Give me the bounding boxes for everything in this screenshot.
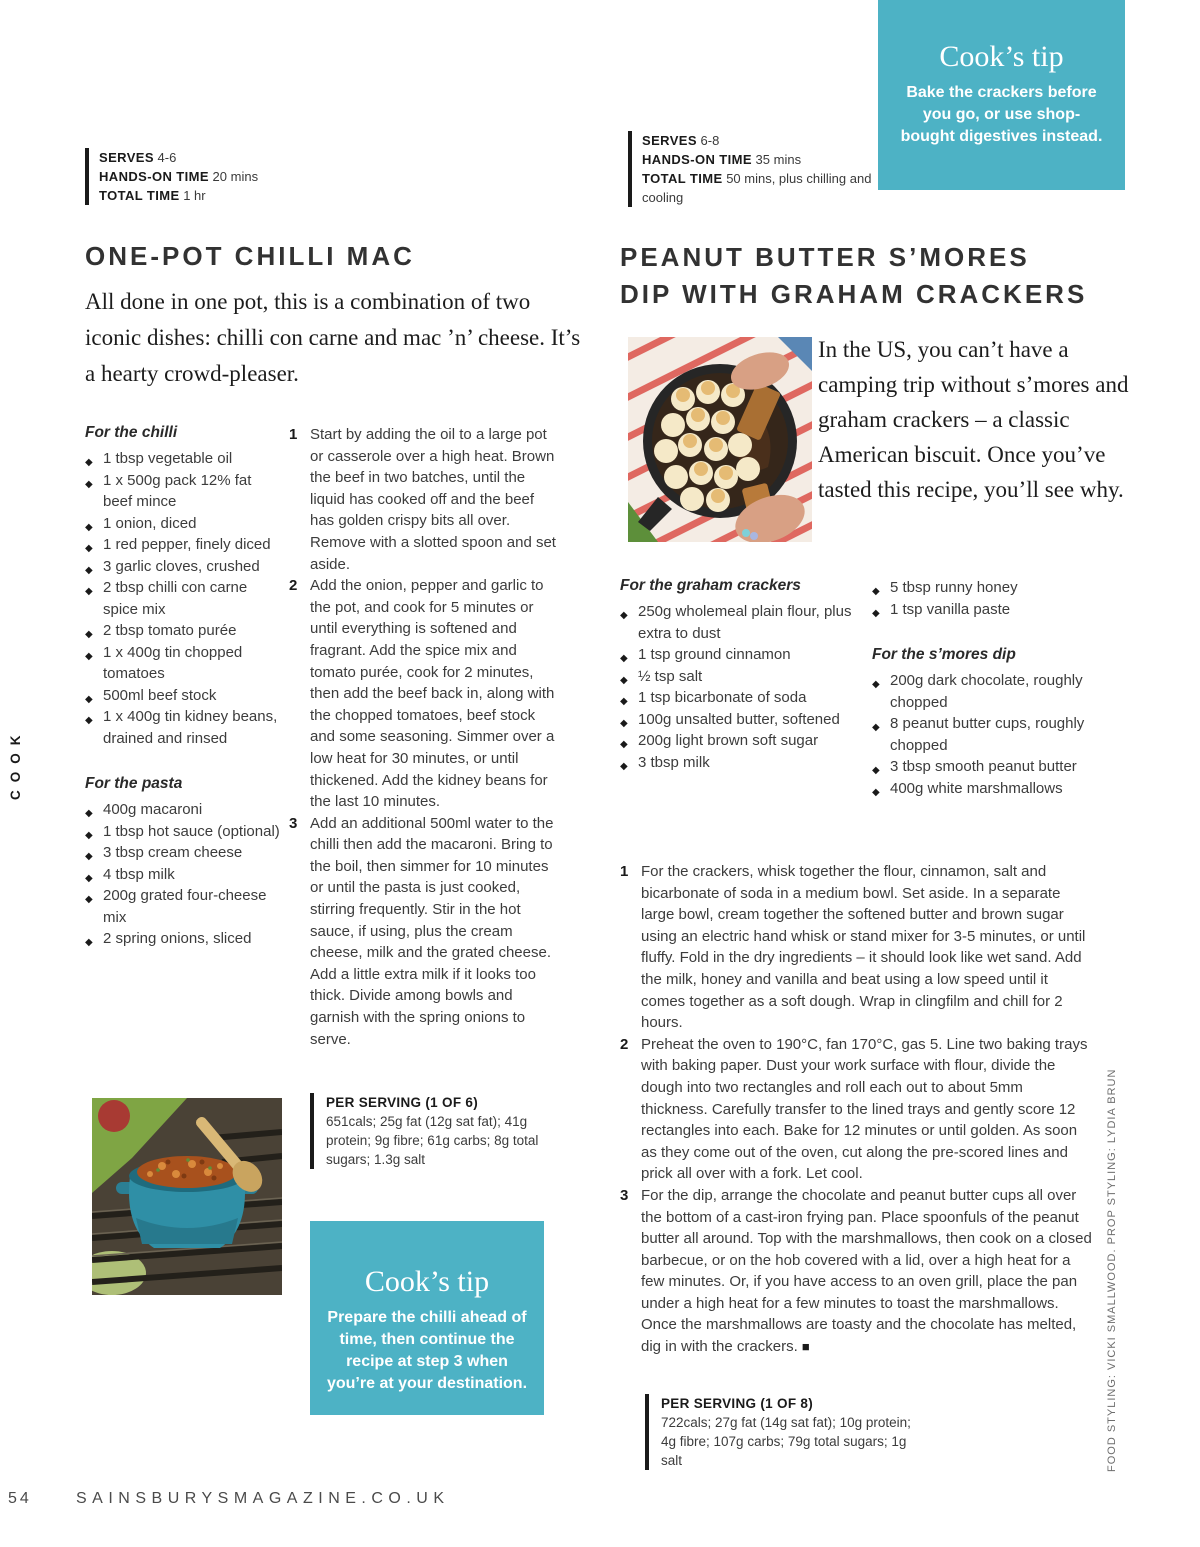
bracelet-bead xyxy=(742,529,750,537)
chilli-cooks-tip-box xyxy=(310,1221,544,1415)
recipe1-per-serving xyxy=(310,1093,561,1169)
ingredient-text: 5 tbsp runny honey xyxy=(890,579,1018,596)
method-step xyxy=(620,1034,1092,1185)
section-label-vertical: COOK xyxy=(8,727,23,800)
ingredient-text: 2 tbsp chilli con carne spice mix xyxy=(103,579,248,618)
diamond-bullet-icon: ◆ xyxy=(620,739,628,750)
ingredient-text: 2 tbsp tomato purée xyxy=(103,622,237,639)
recipe1-title-line: ONE-POT CHILLI MAC xyxy=(85,241,415,271)
step-number: 1 xyxy=(620,863,629,880)
serves-value: 4-6 xyxy=(157,150,177,165)
list-item xyxy=(85,642,280,685)
list-item xyxy=(620,730,860,752)
ingredient-text: 3 tbsp milk xyxy=(638,753,710,771)
list-item xyxy=(85,706,280,749)
step-text: Add the onion, pepper and garlic to the pot, and cook for 5 minutes or until everything is softened and fragrant. Add the spice mix and tomato purée, cook for 2 minutes, then add the beef back in, along with the chopped tomatoes, beef stock and some seasoning. Simmer over a low heat for 30 minutes, or until thickened. Add the kidney beans for the last 10 minutes. xyxy=(310,577,555,811)
tip-title: Cook’s tip xyxy=(939,40,1064,73)
hands-on-time-value: 20 mins xyxy=(212,169,259,184)
tip-body: Bake the crackers before you go, or use shop-bought digestives instead. xyxy=(900,84,1103,145)
ingredient-text: 200g dark chocolate, roughly chopped xyxy=(890,672,1083,711)
ingredient-text: 1 tbsp hot sauce (optional) xyxy=(103,822,280,840)
ingredient-text: 1 tsp ground cinnamon xyxy=(638,646,791,663)
recipe2-title-line2: DIP WITH GRAHAM CRACKERS xyxy=(620,279,1088,309)
list-item xyxy=(85,864,280,886)
diamond-bullet-icon: ◆ xyxy=(85,629,93,640)
list-item xyxy=(85,685,280,707)
magazine-website: SAINSBURYSMAGAZINE.CO.UK xyxy=(76,1490,450,1507)
step-text: Add an additional 500ml water to the chilli then add the macaroni. Bring to the boil, then simmer for 10 minutes or until the pasta is just cooked, stirring frequently. Stir in the hot sauce, if using, plus the cream cheese, milk and the grated cheese. Add a little extra milk if it looks too thick. Divide among bowls and garnish with the spring onions to serve. xyxy=(310,814,554,1048)
list-item xyxy=(85,577,280,620)
ingredient-text: 1 x 400g tin kidney beans, drained and rinsed xyxy=(103,708,278,747)
per-serving-values: 651cals; 25g fat (12g sat fat); 41g protein; 9g fibre; 61g carbs; 8g total sugars; 1.3g salt xyxy=(326,1114,539,1167)
list-item xyxy=(872,756,1112,778)
list-item xyxy=(620,709,860,731)
ingredient-text: 3 tbsp smooth peanut butter xyxy=(890,758,1077,775)
per-serving-values: 722cals; 27g fat (14g sat fat); 10g protein; 4g fibre; 107g carbs; 79g total sugars; 1g salt xyxy=(661,1415,911,1468)
recipe2-ingredients-col2 xyxy=(872,577,1112,799)
list-item xyxy=(85,534,280,556)
ingredient-text: 8 peanut butter cups, roughly chopped xyxy=(890,715,1085,754)
recipe2-ingredients-col1 xyxy=(620,577,860,773)
method-step xyxy=(289,424,561,575)
total-time-value: 50 mins, plus chilling and cooling xyxy=(642,171,872,205)
diamond-bullet-icon: ◆ xyxy=(85,808,93,819)
crackers-ingredients-list-cont xyxy=(872,577,1112,620)
diamond-bullet-icon: ◆ xyxy=(85,586,93,597)
step-number: 2 xyxy=(620,1035,629,1053)
diamond-bullet-icon: ◆ xyxy=(85,457,93,468)
recipe2-per-serving xyxy=(645,1394,911,1470)
ingredient-text: 200g light brown soft sugar xyxy=(638,732,819,749)
ingredient-text: 1 onion, diced xyxy=(103,514,197,532)
list-item xyxy=(872,713,1112,756)
chilli-mac-photo-illustration xyxy=(92,1098,282,1295)
diamond-bullet-icon: ◆ xyxy=(85,937,93,948)
total-time-label: TOTAL TIME xyxy=(642,171,723,186)
crackers-ingredients-list xyxy=(620,601,860,773)
list-item xyxy=(620,666,860,688)
serves-label: SERVES xyxy=(99,150,154,165)
method-step xyxy=(620,861,1092,1034)
pasta-ingredients-list xyxy=(85,799,280,950)
meta-row xyxy=(642,150,880,169)
ingredient-text: 1 tbsp vegetable oil xyxy=(103,450,233,467)
ingredient-text: 1 tsp bicarbonate of soda xyxy=(638,689,807,706)
list-item xyxy=(85,799,280,821)
step-text: For the crackers, whisk together the flour, cinnamon, salt and bicarbonate of soda in a medium bowl. Set aside. In a separate large bowl, cream together the softened butter and brown sugar using an electric hand whisk or stand mixer for 3-5 minutes, or until fluffy. Fold in the dry ingredients – it should look like wet sand. Add the milk, honey and vanilla and beat using a low speed until it comes together as a soft dough. Wrap in clingfilm and chill for 2 hours. xyxy=(641,863,1086,1032)
ingredient-text: 4 tbsp milk xyxy=(103,865,175,883)
diamond-bullet-icon: ◆ xyxy=(620,696,628,707)
meta-row xyxy=(99,167,389,186)
diamond-bullet-icon: ◆ xyxy=(872,586,880,597)
ingredient-text: 1 red pepper, finely diced xyxy=(103,536,271,553)
tip-title: Cook’s tip xyxy=(364,1265,490,1298)
diamond-bullet-icon: ◆ xyxy=(620,674,628,686)
diamond-bullet-icon: ◆ xyxy=(85,650,93,662)
diamond-bullet-icon: ◆ xyxy=(85,715,93,726)
diamond-bullet-icon: ◆ xyxy=(620,717,628,729)
recipe1-method xyxy=(289,424,561,1050)
diamond-bullet-icon: ◆ xyxy=(872,607,880,619)
total-time-label: TOTAL TIME xyxy=(99,188,180,203)
step-number: 3 xyxy=(289,814,298,832)
list-item xyxy=(85,556,280,578)
diamond-bullet-icon: ◆ xyxy=(85,829,93,841)
ingredient-text: 250g wholemeal plain flour, plus extra to dust xyxy=(638,603,852,642)
diamond-bullet-icon: ◆ xyxy=(620,653,628,664)
list-item xyxy=(85,448,280,470)
list-item xyxy=(872,599,1112,621)
ingredient-text: 400g macaroni xyxy=(103,801,203,818)
list-item xyxy=(872,577,1112,599)
list-item xyxy=(620,687,860,709)
serves-label: SERVES xyxy=(642,133,697,148)
smores-dip-photo xyxy=(628,337,812,542)
bracelet-bead xyxy=(750,532,758,540)
list-item xyxy=(620,601,860,644)
chilli-ingredients-list xyxy=(85,448,280,749)
serves-value: 6-8 xyxy=(700,133,720,148)
ingredient-text: 1 x 500g pack 12% fat beef mince xyxy=(103,471,252,510)
ingredient-text: 1 x 400g tin chopped tomatoes xyxy=(103,643,243,682)
recipe2-title xyxy=(620,239,1087,313)
recipe1-meta-block xyxy=(85,148,389,205)
list-item xyxy=(85,885,280,928)
ingredient-text: 3 tbsp cream cheese xyxy=(103,844,243,861)
diamond-bullet-icon: ◆ xyxy=(872,679,880,690)
diamond-bullet-icon: ◆ xyxy=(85,478,93,490)
recipe1-title xyxy=(85,238,415,275)
diamond-bullet-icon: ◆ xyxy=(85,693,93,705)
diamond-bullet-icon: ◆ xyxy=(85,894,93,905)
step-text: Start by adding the oil to a large pot or casserole over a high heat. Brown the beef in two batches, until the liquid has cooked off and the beef has golden crispy bits all over. Remove with a slotted spoon and set aside. xyxy=(310,426,556,573)
hands-on-time-label: HANDS-ON TIME xyxy=(642,152,752,167)
end-of-article-marker: ■ xyxy=(801,1339,810,1355)
meta-row xyxy=(99,186,389,205)
step-text: For the dip, arrange the chocolate and peanut butter cups all over the bottom of a cast-iron frying pan. Place spoonfuls of the peanut butter all around. Top with the marshmallows, then cook on a closed barbecue, or on the hob covered with a lid, over a high heat for a few minutes. Or, if you have access to an oven grill, place the pan under a high heat for a few minutes to toast the marshmallows. Once the marshmallows are toasty and the chocolate has melted, dig in with the crackers. xyxy=(641,1186,1092,1356)
diamond-bullet-icon: ◆ xyxy=(85,564,93,576)
photo-credit-vertical: FOOD STYLING: VICKI SMALLWOOD. PROP STYLING: LYDIA BRUN xyxy=(1106,1068,1118,1472)
meta-row xyxy=(642,169,880,207)
list-item xyxy=(85,470,280,513)
recipe2-intro: In the US, you can’t have a camping trip without s’mores and graham crackers – a classic American biscuit. Once you’ve tasted this recipe, you’ll see why. xyxy=(818,337,1129,502)
ingredient-text: 2 spring onions, sliced xyxy=(103,930,252,947)
diamond-bullet-icon: ◆ xyxy=(620,610,628,621)
recipe2-meta-block xyxy=(628,131,880,207)
page-number: 54 xyxy=(8,1490,32,1507)
method-step xyxy=(289,813,561,1051)
method-step xyxy=(620,1185,1092,1358)
dip-ingredients-heading: For the s’mores dip xyxy=(872,646,1016,663)
recipe2-method xyxy=(620,861,1092,1358)
ingredient-text: 200g grated four-cheese mix xyxy=(103,887,267,926)
list-item xyxy=(85,821,280,843)
list-item xyxy=(620,752,860,774)
chilli-ingredients-heading: For the chilli xyxy=(85,424,178,441)
method-step xyxy=(289,575,561,813)
step-number: 2 xyxy=(289,577,298,595)
ingredient-text: 400g white marshmallows xyxy=(890,779,1063,797)
hands-on-time-label: HANDS-ON TIME xyxy=(99,169,209,184)
list-item xyxy=(872,670,1112,713)
ingredient-text: 3 garlic cloves, crushed xyxy=(103,557,260,575)
crackers-cooks-tip-box xyxy=(878,0,1125,190)
list-item xyxy=(872,778,1112,800)
recipe1-ingredients xyxy=(85,424,280,950)
step-number: 3 xyxy=(620,1186,629,1204)
meta-row xyxy=(642,131,880,150)
diamond-bullet-icon: ◆ xyxy=(620,760,628,772)
diamond-bullet-icon: ◆ xyxy=(872,786,880,798)
recipe1-intro: All done in one pot, this is a combination of two iconic dishes: chilli con carne and mac ’n’ cheese. It’s a hearty crowd-pleaser. xyxy=(85,289,581,386)
ingredient-text: ½ tsp salt xyxy=(638,667,703,685)
diamond-bullet-icon: ◆ xyxy=(85,543,93,554)
per-serving-label: PER SERVING (1 OF 8) xyxy=(661,1396,814,1411)
list-item xyxy=(85,513,280,535)
ingredient-text: 1 tsp vanilla paste xyxy=(890,600,1011,618)
meta-row xyxy=(99,148,389,167)
pasta-ingredients-heading: For the pasta xyxy=(85,775,183,792)
per-serving-label: PER SERVING (1 OF 6) xyxy=(326,1095,479,1110)
list-item xyxy=(85,842,280,864)
list-item xyxy=(620,644,860,666)
diamond-bullet-icon: ◆ xyxy=(872,722,880,733)
ingredient-text: 100g unsalted butter, softened xyxy=(638,710,840,728)
ingredient-text: 500ml beef stock xyxy=(103,686,217,704)
diamond-bullet-icon: ◆ xyxy=(85,521,93,533)
list-item xyxy=(85,928,280,950)
recipe2-title-line1: PEANUT BUTTER S’MORES xyxy=(620,242,1030,272)
total-time-value: 1 hr xyxy=(183,188,206,203)
tip-body: Prepare the chilli ahead of time, then continue the recipe at step 3 when you’re at your destination. xyxy=(326,1309,528,1392)
red-pepper xyxy=(98,1100,130,1132)
dip-ingredients-list xyxy=(872,670,1112,799)
chilli-mac-photo xyxy=(92,1098,282,1295)
smores-dip-photo-illustration xyxy=(628,337,812,542)
diamond-bullet-icon: ◆ xyxy=(85,851,93,862)
hands-on-time-value: 35 mins xyxy=(755,152,802,167)
step-number: 1 xyxy=(289,426,298,443)
list-item xyxy=(85,620,280,642)
crackers-ingredients-heading: For the graham crackers xyxy=(620,577,801,594)
diamond-bullet-icon: ◆ xyxy=(872,765,880,776)
diamond-bullet-icon: ◆ xyxy=(85,872,93,884)
step-text: Preheat the oven to 190°C, fan 170°C, gas 5. Line two baking trays with baking paper. Dust your work surface with flour, divide the dough into two rectangles and roll each out to about 5mm thickness. Carefully transfer to the lined trays and gently score 12 rectangles into each. Bake for 12 minutes or until golden. As soon as they come out of the oven, cut along the pre-scored lines and prick all over with a fork. Let cool. xyxy=(641,1035,1088,1183)
